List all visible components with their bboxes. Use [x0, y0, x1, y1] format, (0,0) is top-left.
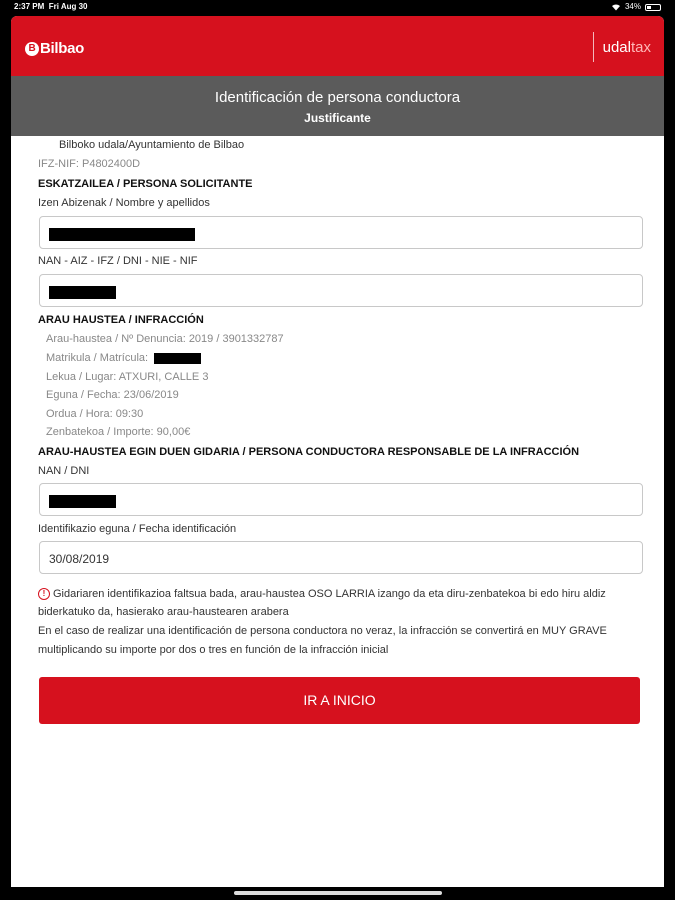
redacted-name — [49, 228, 195, 241]
warning-line-1 — [38, 588, 606, 600]
applicant-id-label: NAN - AIZ - IFZ / DNI - NIE - NIF — [38, 255, 198, 267]
wifi-icon — [611, 3, 621, 11]
driver-id-label: NAN / DNI — [38, 465, 90, 477]
warning-line-2: biderkatuko da, hasierako arau-haustearen arabera — [38, 606, 289, 618]
driver-section-title: ARAU-HAUSTEA EGIN DUEN GIDARIA / PERSONA CONDUCTORA RESPONSABLE DE LA INFRACCIÓN — [38, 446, 580, 458]
driver-id-field[interactable] — [39, 483, 643, 516]
infraction-importe: Zenbatekoa / Importe: 90,00€ — [46, 426, 191, 438]
brand-prefix: udal — [602, 38, 631, 56]
identification-date-field[interactable] — [39, 541, 643, 574]
bilbao-logo[interactable] — [25, 40, 84, 57]
go-home-button[interactable]: IR A INICIO — [39, 677, 640, 724]
warning-line-4: multiplicando su importe por dos o tres en función de la infracción inicial — [38, 644, 389, 656]
issuer-nif: IFZ-NIF: P4802400D — [38, 158, 141, 170]
matricula-label: Matrikula / Matrícula: — [46, 352, 149, 364]
identification-date-value: 30/08/2019 — [49, 552, 110, 566]
battery-percent: 34% — [624, 2, 641, 11]
redacted-plate — [154, 353, 201, 364]
status-right — [611, 0, 661, 14]
infraction-section-title: ARAU HAUSTEA / INFRACCIÓN — [38, 314, 204, 326]
app-screen — [11, 16, 664, 887]
redacted-driver-id — [49, 495, 116, 508]
udaltax-brand — [593, 32, 651, 62]
time-text: 2:37 PM — [14, 2, 45, 11]
infraction-fecha: Eguna / Fecha: 23/06/2019 — [46, 389, 179, 401]
page-subtitle: Justificante — [304, 111, 371, 125]
infraction-lugar: Lekua / Lugar: ATXURI, CALLE 3 — [46, 371, 209, 383]
infraction-denuncia: Arau-haustea / Nº Denuncia: 2019 / 3901332787 — [46, 333, 284, 345]
applicant-section-title: ESKATZAILEA / PERSONA SOLICITANTE — [38, 178, 253, 190]
status-bar — [0, 0, 675, 14]
applicant-name-field[interactable] — [39, 216, 643, 249]
warning-icon: ! — [38, 588, 50, 600]
status-time — [14, 0, 88, 14]
applicant-id-field[interactable] — [39, 274, 643, 307]
battery-icon — [645, 4, 661, 11]
redacted-id — [49, 286, 116, 299]
logo-mark-icon: B — [25, 42, 39, 56]
brand-suffix: tax — [630, 38, 651, 56]
date-text: Fri Aug 30 — [48, 2, 88, 11]
title-bar — [11, 76, 664, 136]
warning-text-1: Gidariaren identifikazioa faltsua bada, arau-haustea OSO LARRIA izango da eta diru-zenbatekoa bi edo hiru aldiz — [53, 588, 606, 600]
driver-date-label: Identifikazio eguna / Fecha identificación — [38, 523, 237, 535]
infraction-matricula — [46, 352, 201, 364]
page-title: Identificación de persona conductora — [214, 89, 461, 106]
infraction-hora: Ordua / Hora: 09:30 — [46, 408, 144, 420]
logo-text: Bilbao — [40, 40, 85, 57]
warning-line-3: En el caso de realizar una identificación de persona conductora no veraz, la infracción se convertirá en MUY GRAVE — [38, 625, 607, 637]
app-header — [11, 16, 664, 76]
home-indicator[interactable] — [234, 891, 442, 895]
applicant-name-label: Izen Abizenak / Nombre y apellidos — [38, 197, 210, 209]
issuer-name: Bilboko udala/Ayuntamiento de Bilbao — [59, 139, 245, 151]
